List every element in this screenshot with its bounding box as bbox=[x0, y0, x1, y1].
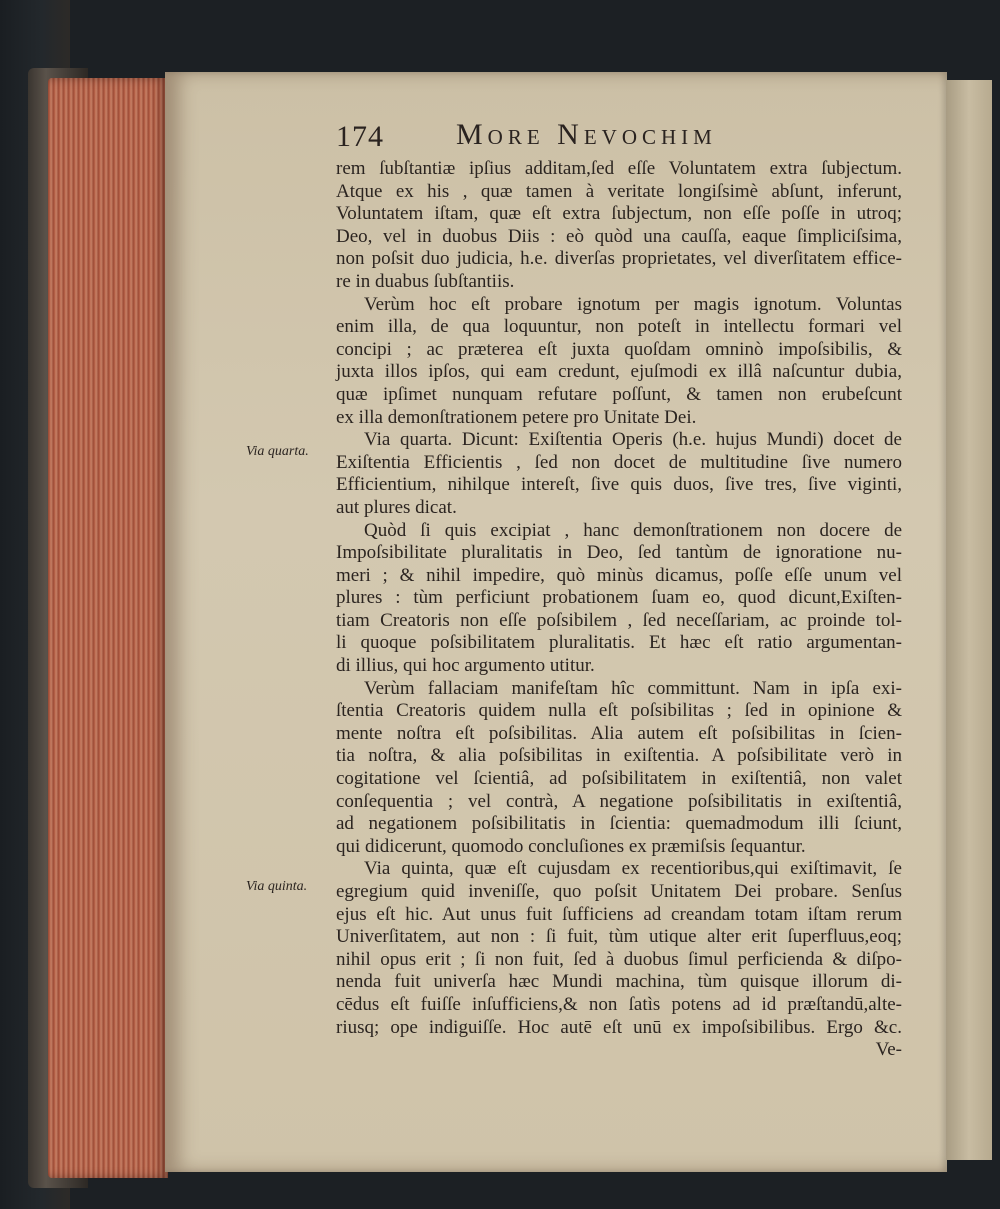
text-line: non poſsit duo judicia, h.e. diverſas proprietates, vel diverſitatem effice- bbox=[336, 248, 902, 270]
text-line: ſtentia Creatoris quidem nulla eſt poſsibilitas ; ſed in opinione & bbox=[336, 700, 902, 722]
text-line: ex illa demonſtrationem petere pro Unitate Dei. bbox=[336, 406, 697, 428]
text-line: di illius, qui hoc argumento utitur. bbox=[336, 655, 595, 677]
text-line: egregium quid inveniſſe, quo poſsit Unitatem Dei probare. Senſus bbox=[336, 881, 902, 902]
text-line: conſequentia ; vel contrà, A negatione poſsibilitatis in exiſtentiâ, bbox=[336, 790, 902, 812]
text-line: Verùm fallaciam manifeſtam hîc committunt. Nam in ipſa exi- bbox=[364, 677, 902, 699]
text-line: aut plures dicat. bbox=[336, 496, 457, 518]
catchword: Ve- bbox=[875, 1039, 902, 1061]
text-line: enim illa, de qua loquuntur, non poteſt in intellectu formari vel bbox=[336, 316, 902, 338]
text-line: Exiſtentia Efficientis , ſed non docet de multitudine ſive numero bbox=[336, 451, 902, 473]
text-line: nenda fuit univerſa hæc Mundi machina, tùm quisque illorum di- bbox=[336, 971, 902, 993]
text-line: ejus eſt hic. Aut unus fuit ſufficiens ad creandam totam iſtam rerum bbox=[336, 903, 902, 925]
text-line: plures : tùm perficiunt probationem ſuam eo, quod dicunt,Exiſten- bbox=[336, 587, 902, 609]
text-line: Atque ex his , quæ tamen à veritate longiſsimè abſunt, inferunt, bbox=[336, 180, 902, 202]
page-header bbox=[336, 118, 856, 158]
text-line: rem ſubſtantiæ ipſius additam,ſed eſſe Voluntatem extra ſubjectum. bbox=[336, 158, 902, 179]
text-line: ad negationem poſsibilitatis in ſcientia: quemadmodum illi ſciunt, bbox=[336, 813, 902, 835]
text-line: cogitatione vel ſcientiâ, ad poſsibilitatem in exiſtentiâ, non valet bbox=[336, 768, 902, 790]
page-number: 174 bbox=[336, 120, 384, 153]
facing-page bbox=[946, 80, 992, 1160]
text-line: mente noſtra eſt poſsibilitas. Alia autem eſt poſsibilitas in ſcien- bbox=[336, 722, 902, 744]
text-line: tiam Creatoris non eſſe poſsibilem , ſed neceſſariam, ac proinde tol- bbox=[336, 609, 902, 631]
text-line: qui didicerunt, quomodo concluſiones ex præmiſsis ſequantur. bbox=[336, 835, 806, 857]
text-line: Deo, vel in duobus Diis : eò quòd una cauſſa, eaque ſimpliciſsima, bbox=[336, 225, 902, 247]
margin-note-via-quinta: Via quinta. bbox=[246, 879, 308, 894]
text-line: Via quinta, quæ eſt cujusdam ex recentioribus,qui exiſtimavit, ſe bbox=[364, 858, 902, 880]
text-line: juxta illos ipſos, qui eam credunt, ejuſmodi ex illâ naſcuntur dubia, bbox=[336, 361, 902, 383]
text-line: Univerſitatem, aut non : ſi fuit, tùm utique alter erit ſuperfluus,eoq; bbox=[336, 926, 902, 948]
text-line: re in duabus ſubſtantiis. bbox=[336, 270, 515, 292]
text-line: cēdus eſt fuiſſe inſufficiens,& non ſatìs potens ad id præſtandū,alte- bbox=[336, 993, 902, 1015]
text-line: meri ; & nihil impedire, quò minùs dicamus, poſſe eſſe unum vel bbox=[336, 564, 902, 586]
text-line: Voluntatem iſtam, quæ eſt extra ſubjectum, non eſſe poſſe in utroq; bbox=[336, 203, 902, 225]
text-line: Quòd ſi quis excipiat , hanc demonſtrationem non docere de bbox=[364, 519, 902, 541]
margin-note-via-quarta: Via quarta. bbox=[246, 444, 309, 459]
text-line: riusq; ope indiguiſſe. Hoc autē eſt unū ex impoſsibilibus. Ergo &c. bbox=[336, 1016, 902, 1038]
text-line: Via quarta. Dicunt: Exiſtentia Operis (h.e. hujus Mundi) docet de bbox=[364, 429, 902, 451]
page-edges bbox=[48, 78, 168, 1178]
running-title: More Nevochim bbox=[456, 118, 717, 151]
text-line: li quoque poſsibilitatem pluralitatis. Et hæc eſt ratio argumentan- bbox=[336, 632, 902, 654]
body-text bbox=[336, 158, 902, 1062]
text-line: nihil opus erit ; ſi non fuit, ſed à duobus ſimul perficienda & diſpo- bbox=[336, 948, 902, 970]
text-line: Impoſsibilitate pluralitatis in Deo, ſed tantùm de ignoratione nu- bbox=[336, 542, 902, 564]
text-line: quæ ipſimet nunquam refutare poſſunt, & tamen non erubeſcunt bbox=[336, 383, 902, 405]
text-line: concipi ; ac præterea eſt juxta quoſdam omninò impoſsibilis, & bbox=[336, 338, 902, 360]
text-line: tia noſtra, & alia poſsibilitas in exiſtentia. A poſsibilitate verò in bbox=[336, 745, 902, 767]
text-line: Efficientium, nihilque intereſt, ſive quis duos, ſive tres, ſive viginti, bbox=[336, 474, 902, 496]
text-line: Verùm hoc eſt probare ignotum per magis ignotum. Voluntas bbox=[364, 293, 902, 315]
